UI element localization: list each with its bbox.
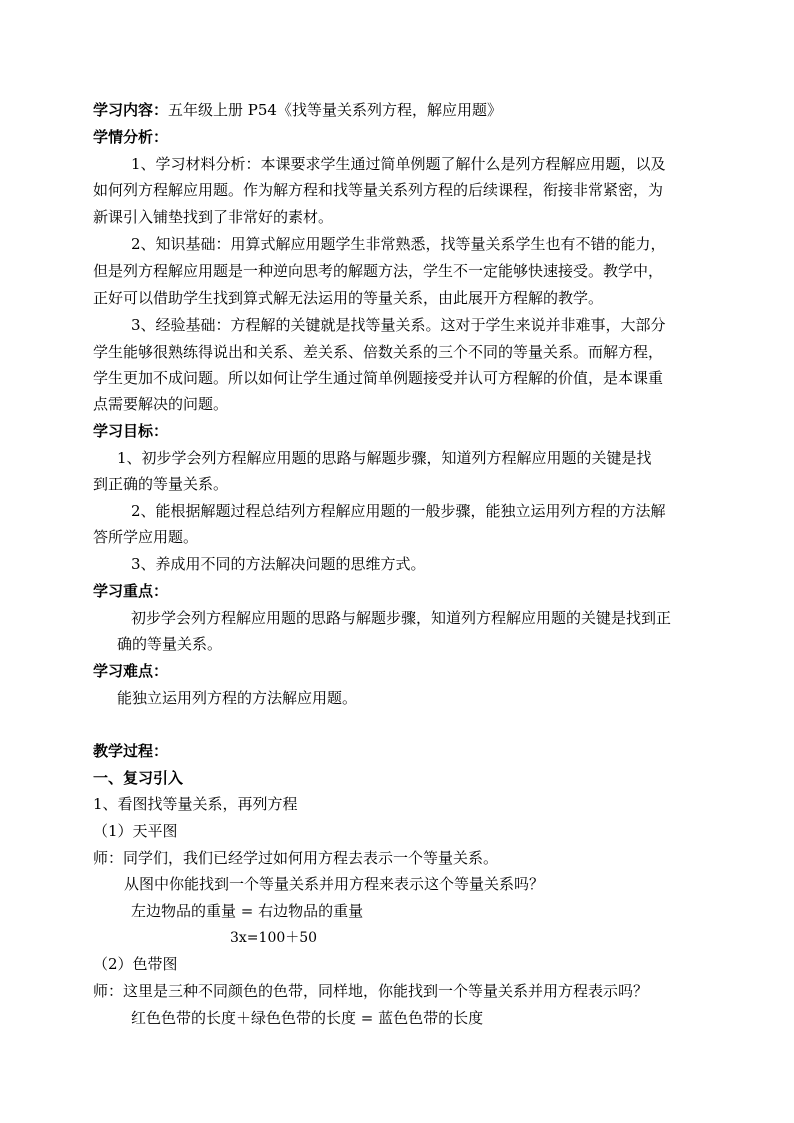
content-label: 学习内容： [93,101,169,119]
equation: 3x=100＋50 [230,930,318,946]
keypoints-line: 确的等量关系。 [117,635,223,653]
analysis-line: 学生能够很熟练得说出和关系、差关系、倍数关系的三个不同的等量关系。而解方程， [93,343,664,361]
goals-line: 2、能根据解题过程总结列方程解应用题的一般步骤，能独立运用列方程的方法解 [131,502,666,520]
difficulty-title: 学习难点： [93,662,169,680]
analysis-line: 点需要解决的问题。 [93,395,229,413]
process-line: （2）色带图 [93,955,178,973]
analysis-line: 3、经验基础：方程解的关键就是找等量关系。这对于学生来说并非难事，大部分 [131,316,666,334]
process-line: 师：这里是三种不同颜色的色带，同样地，你能找到一个等量关系并用方程表示吗？ [93,982,649,1000]
goals-line: 1、初步学会列方程解应用题的思路与解题步骤，知道列方程解应用题的关键是找 [117,449,652,467]
goals-line: 到正确的等量关系。 [93,475,229,493]
process-line: 师：同学们，我们已经学过如何用方程去表示一个等量关系。 [93,849,499,867]
analysis-line: 正好可以借助学生找到算式解无法运用的等量关系，由此展开方程解的教学。 [93,289,604,307]
process-line: 从图中你能找到一个等量关系并用方程来表示这个等量关系吗？ [124,875,545,893]
content-text: 五年级上册 P54《找等量关系列方程，解应用题》 [168,101,502,119]
analysis-line: 2、知识基础：用算式解应用题学生非常熟悉，找等量关系学生也有不错的能力， [131,235,666,253]
analysis-line: 如何列方程解应用题。作为解方程和找等量关系列方程的后续课程，衔接非常紧密，为 [93,181,664,199]
analysis-line: 但是列方程解应用题是一种逆向思考的解题方法，学生不一定能够快速接受。教学中， [93,262,664,280]
keypoints-line: 初步学会列方程解应用题的思路与解题步骤，知道列方程解应用题的关键是找到正 [131,609,672,627]
analysis-line: 1、学习材料分析：本课要求学生通过简单例题了解什么是列方程解应用题，以及 [131,155,666,173]
process-line: 1、看图找等量关系，再列方程 [93,795,298,813]
goals-line: 答所学应用题。 [93,528,199,546]
goals-line: 3、养成用不同的方法解决问题的思维方式。 [131,555,426,573]
process-line: 左边物品的重量 = 右边物品的重量 [131,902,364,920]
process-line: 红色色带的长度＋绿色色带的长度 = 蓝色色带的长度 [131,1009,484,1027]
process-title: 教学过程： [93,742,169,760]
analysis-line: 新课引入铺垫找到了非常好的素材。 [93,208,334,226]
analysis-line: 学生更加不成问题。所以如何让学生通过简单例题接受并认可方程解的价值，是本课重 [93,369,664,387]
process-line: （1）天平图 [93,822,178,840]
analysis-title: 学情分析： [93,128,169,146]
goals-title: 学习目标： [93,422,169,440]
difficulty-line: 能独立运用列方程的方法解应用题。 [117,689,358,707]
keypoints-title: 学习重点： [93,582,169,600]
section-heading: 一、复习引入 [93,769,184,787]
content-line [93,97,703,123]
